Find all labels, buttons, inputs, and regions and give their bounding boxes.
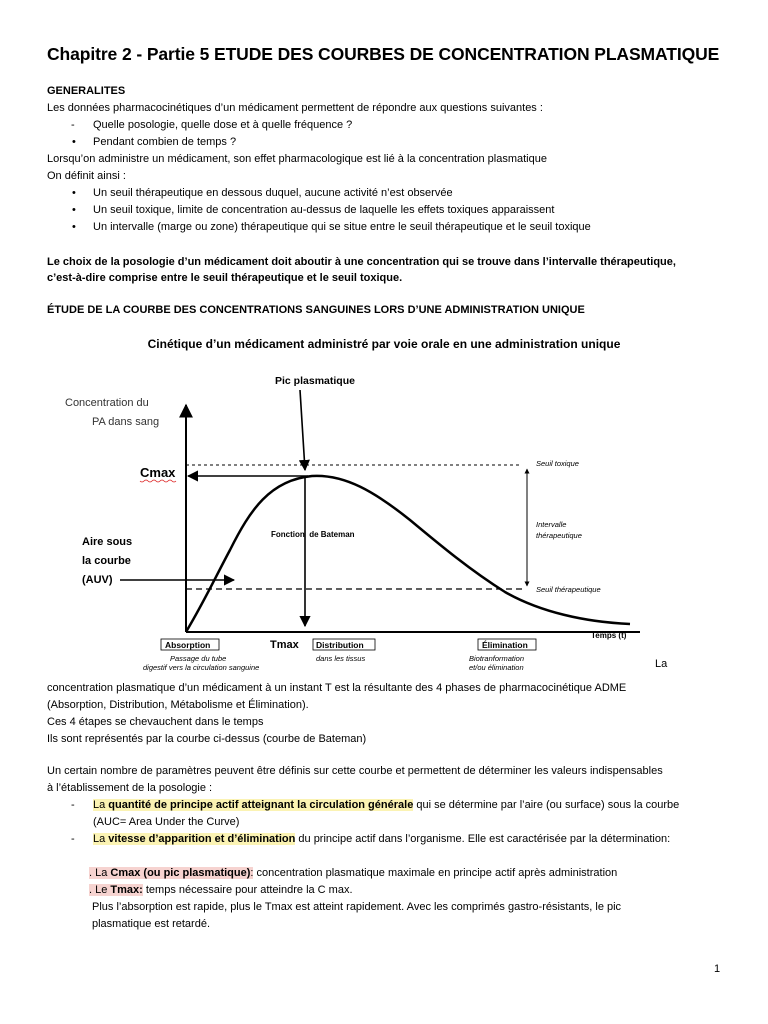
param-text bbox=[93, 831, 670, 848]
paragraph-line: Lorsqu’on administre un médicament, son effet pharmacologique est lié à la concentration plasmatique bbox=[47, 153, 547, 165]
y-axis-label: Concentration du bbox=[65, 397, 149, 409]
trailing-word: La bbox=[655, 658, 668, 670]
param-item bbox=[47, 797, 737, 814]
auv-label: la courbe bbox=[82, 555, 131, 567]
def-text: concentration plasmatique maximale en principe actif après administration bbox=[253, 867, 618, 879]
highlight bbox=[89, 884, 143, 896]
param-suffix: du principe actif dans l’organisme. Elle est caractérisée par la détermination: bbox=[295, 833, 671, 845]
def-bold: Cmax (ou pic plasmatique) bbox=[110, 867, 251, 879]
interval-label: thérapeutique bbox=[536, 531, 582, 540]
param-suffix: qui se détermine par l’aire (ou surface) sous la courbe bbox=[413, 799, 680, 811]
bateman-curve bbox=[186, 476, 630, 632]
elimination-label: Élimination bbox=[482, 640, 528, 650]
therapeutic-threshold-label: Seuil thérapeutique bbox=[536, 585, 601, 594]
parameters-intro bbox=[47, 763, 663, 797]
definition-item bbox=[89, 882, 621, 899]
pic-label: Pic plasmatique bbox=[275, 375, 355, 387]
elimination-desc: et/ou élimination bbox=[469, 663, 524, 672]
auv-label: Aire sous bbox=[82, 536, 133, 548]
param-prefix: La bbox=[93, 833, 109, 845]
paragraph-line: On définit ainsi : bbox=[47, 170, 126, 182]
param-continuation: (AUC= Area Under the Curve) bbox=[93, 816, 240, 828]
figure-title: Cinétique d’un médicament administré par voie orale en une administration unique bbox=[147, 337, 621, 351]
param-item bbox=[47, 831, 737, 848]
question-text: Quelle posologie, quelle dose et à quelle fréquence ? bbox=[93, 119, 353, 131]
tmax-label: Tmax bbox=[270, 639, 299, 651]
absorption-desc: digestif vers la circulation sanguine bbox=[143, 663, 260, 672]
x-axis-label: Temps (t) bbox=[591, 631, 627, 640]
highlight bbox=[93, 799, 413, 811]
auv-label: (AUV) bbox=[82, 574, 113, 586]
bold-line: c’est-à-dire comprise entre le seuil thérapeutique et le seuil toxique. bbox=[47, 272, 403, 284]
definition-item bbox=[89, 865, 621, 882]
absorption-label: Absorption bbox=[165, 640, 211, 650]
section-heading: ÉTUDE DE LA COURBE DES CONCENTRATIONS SANGUINES LORS D’UNE ADMINISTRATION UNIQUE bbox=[47, 304, 585, 316]
paragraph-line: Ces 4 étapes se chevauchent dans le temps bbox=[47, 716, 264, 728]
paragraph-line: concentration plasmatique d’un médicament à un instant T est la résultante des 4 phases de pharmacocinétique ADME bbox=[47, 682, 627, 694]
bateman-curve-figure bbox=[0, 360, 768, 685]
paragraph-line: à l’établissement de la posologie : bbox=[47, 782, 213, 794]
definition-item bbox=[47, 219, 737, 236]
generalites-intro: Les données pharmacocinétiques d’un médicament permettent de répondre aux questions suivantes : bbox=[47, 102, 543, 114]
adme-paragraph bbox=[47, 680, 626, 748]
posology-note bbox=[47, 254, 676, 286]
definition-item bbox=[47, 202, 737, 219]
dot-bullet: • bbox=[72, 204, 76, 216]
param-text bbox=[93, 797, 679, 814]
def-prefix: . Le bbox=[89, 884, 111, 896]
page-number: 1 bbox=[714, 963, 721, 975]
bold-line: Le choix de la posologie d’un médicament doit aboutir à une concentration qui se trouve dans l’intervalle thérapeutique, bbox=[47, 256, 676, 268]
highlight bbox=[89, 867, 253, 879]
question-item bbox=[47, 117, 737, 134]
highlight bbox=[93, 833, 295, 845]
def-bold: Tmax: bbox=[110, 884, 143, 896]
paragraph-line: plasmatique est retardé. bbox=[92, 918, 211, 930]
param-bold: quantité de principe actif atteignant la circulation générale bbox=[108, 799, 414, 811]
spell-underline bbox=[140, 480, 176, 482]
cmax-label: Cmax bbox=[140, 465, 176, 480]
paragraph-line: Ils sont représentés par la courbe ci-dessus (courbe de Bateman) bbox=[47, 733, 367, 745]
definition-text: Un intervalle (marge ou zone) thérapeutique qui se situe entre le seuil thérapeutique et le seuil toxique bbox=[93, 221, 591, 233]
page-title: Chapitre 2 - Partie 5 ETUDE DES COURBES DE CONCENTRATION PLASMATIQUE bbox=[47, 44, 720, 64]
definition-text: Un seuil toxique, limite de concentration au-dessus de laquelle les effets toxiques apparaissent bbox=[93, 204, 555, 216]
generalites-section bbox=[47, 83, 737, 236]
absorption-desc: Passage du tube bbox=[170, 654, 227, 663]
question-item bbox=[47, 134, 737, 151]
param-prefix: La bbox=[93, 799, 109, 811]
param-item-continued bbox=[47, 814, 737, 831]
elimination-desc: Biotranformation bbox=[469, 654, 525, 663]
dash-bullet: - bbox=[71, 833, 75, 845]
toxic-threshold-label: Seuil toxique bbox=[536, 459, 579, 468]
param-bold: vitesse d’apparition et d’élimination bbox=[108, 833, 296, 845]
pic-arrow bbox=[300, 390, 305, 470]
generalites-heading: GENERALITES bbox=[47, 85, 126, 97]
question-text: Pendant combien de temps ? bbox=[93, 136, 237, 148]
paragraph-line: Un certain nombre de paramètres peuvent être définis sur cette courbe et permettent de déterminer les valeurs indispensables bbox=[47, 765, 663, 777]
dot-bullet: • bbox=[72, 136, 76, 148]
dash-bullet: - bbox=[71, 119, 75, 131]
def-text: temps nécessaire pour atteindre la C max. bbox=[142, 884, 353, 896]
dot-bullet: • bbox=[72, 221, 76, 233]
def-colon: : bbox=[250, 867, 254, 879]
paragraph-line: (Absorption, Distribution, Métabolisme et Élimination). bbox=[47, 699, 309, 711]
distribution-label: Distribution bbox=[316, 640, 364, 650]
def-prefix: . La bbox=[89, 867, 111, 879]
definition-text: Un seuil thérapeutique en dessous duquel, aucune activité n’est observée bbox=[93, 187, 453, 199]
paragraph-line: Plus l’absorption est rapide, plus le Tmax est atteint rapidement. Avec les comprimés gastro-résistants, le pic bbox=[92, 901, 622, 913]
dot-bullet: • bbox=[72, 187, 76, 199]
distribution-desc: dans les tissus bbox=[316, 654, 366, 663]
dash-bullet: - bbox=[71, 799, 75, 811]
interval-label: Intervalle bbox=[536, 520, 567, 529]
cmax-tmax-definitions bbox=[89, 865, 621, 933]
parameters-list bbox=[47, 797, 737, 848]
definition-item bbox=[47, 185, 737, 202]
y-axis-label: PA dans sang bbox=[92, 416, 160, 428]
bateman-label: Fonction de Bateman bbox=[271, 530, 355, 539]
